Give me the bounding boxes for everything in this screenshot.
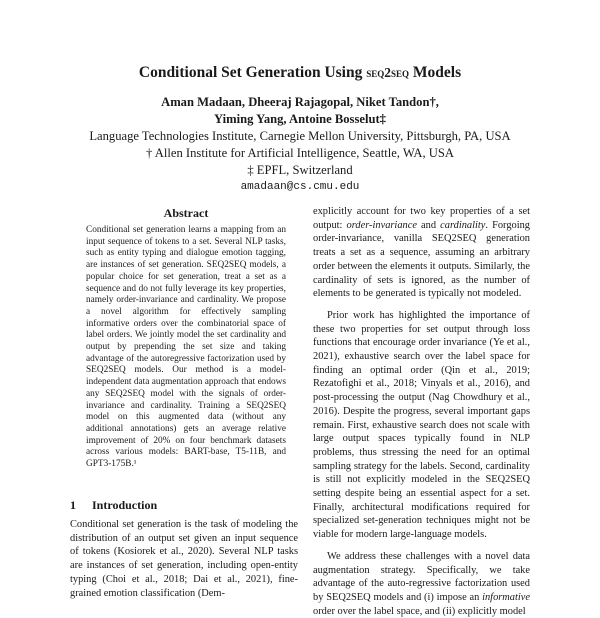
section-number: 1	[70, 498, 76, 512]
p3-emphasis-informative: informative	[482, 591, 530, 603]
section-heading-introduction	[70, 498, 300, 512]
p1-emphasis-order-invariance: order-invariance	[346, 219, 417, 231]
intro-paragraph: Conditional set generation is the task of modeling the distribution of an output set given an input sequence of tokens (Kosiorek et al., 2020). Several NLP tasks are instances of set generation, including open-entity typing (Choi et al., 2018; Dai et al., 2021), fine-grained emotion classification (Dem-	[70, 519, 298, 599]
col2-paragraph-2: Prior work has highlighted the importance of these two properties for set output through loss functions that encourage order invariance (Ye et al., 2021), exhaustive search over the label space for finding an optimal order (Qin et al., 2019; Rezatofighi et al., 2018; Vinyals et al., 2016), and post-processing the output (Nag Chowdhury et al., 2016). Despite the progress, several important gaps remain. First, exhaustive search does not scale with large output spaces typically found in NLP problems, thus stressing the need for an optimal sampling strategy for the labels. Second, cardinality is still not explicitly modeled in the SEQ2SEQ setting despite being an essential aspect for a set. Finally, architectural modifications required for specialized set-generation techniques might not be viable for modern large-language models.	[313, 309, 530, 541]
col2-paragraph-3	[313, 550, 530, 618]
author-block	[0, 94, 600, 196]
paper-title	[0, 64, 600, 82]
contact-email: amadaan@cs.cmu.edu	[240, 181, 360, 193]
abstract-heading: Abstract	[163, 206, 209, 220]
p1-text-c: . Forgoing order-invariance, vanilla SEQ2SEQ generation treats a set as a sequence, assuming an arbitrary order between the elements it outputs. Similarly, the cardinality of sets is ignored, as the number of elements to be generated is typically not modeled.	[313, 219, 530, 300]
p3-text-a: We address these challenges with a novel data augmentation strategy. Specifically, we take advantage of the auto-regressive factorization used by SEQ2SEQ models and (i) impose an	[313, 550, 530, 603]
section-title: Introduction	[92, 498, 158, 512]
author-line-2: Yiming Yang, Antoine Bosselut‡	[214, 112, 386, 126]
p1-text-a: explicitly account for two key properties of a set output:	[313, 206, 530, 231]
title-method: seq2seq	[366, 65, 410, 80]
p1-text-b: and	[416, 219, 441, 231]
affiliation-2: † Allen Institute for Artificial Intelligence, Seattle, WA, USA	[146, 146, 454, 160]
introduction-body	[70, 518, 298, 600]
affiliation-1: Language Technologies Institute, Carnegie Mellon University, Pittsburgh, PA, USA	[89, 129, 511, 143]
p3-text-b: order over the label space, and (ii) explicitly model	[313, 605, 526, 617]
right-column	[313, 205, 530, 618]
title-prefix: Conditional Set Generation Using	[138, 64, 367, 81]
col2-paragraph-1	[313, 205, 530, 301]
abstract-text: Conditional set generation learns a mapping from an input sequence of tokens to a set. Several NLP tasks, such as entity typing and dialogue emotion tagging, are instances of set generation. SEQ2SEQ models, a popular choice for set generation, treat a set as a sequence and do not fully leverage its key properties, namely order-invariance and cardinality. We propose a novel algorithm for effectively sampling informative orders over the combinatorial space of label orders. We jointly model the set cardinality and output by prepending the set size and taking advantage of the autoregressive factorization used by SEQ2SEQ models. Our method is a model-independent data augmentation approach that endows any SEQ2SEQ model with the signals of order-invariance and cardinality. Training a SEQ2SEQ model on this augmented data (without any additional annotations) gets an average relative improvement of 20% on four benchmark datasets across various models: BART-base, T5-11B, and GPT3-175B.¹	[86, 225, 286, 470]
p1-emphasis-cardinality: cardinality	[440, 219, 486, 231]
author-line-1: Aman Madaan, Dheeraj Rajagopal, Niket Tandon†,	[161, 95, 439, 109]
affiliation-3: ‡ EPFL, Switzerland	[247, 163, 353, 177]
abstract-body	[86, 225, 286, 471]
title-suffix: Models	[409, 64, 462, 81]
